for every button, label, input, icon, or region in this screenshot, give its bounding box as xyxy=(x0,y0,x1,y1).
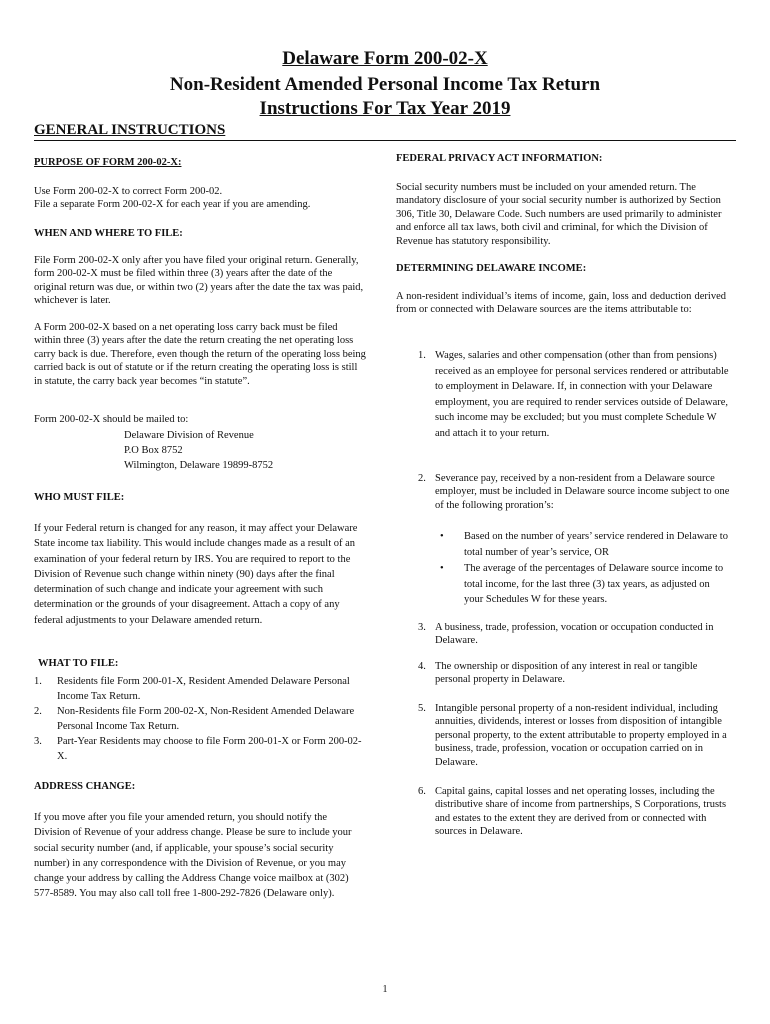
determining-para: A non-resident individual’s items of income, gain, loss and deduction derived from or connected with Delaware sources are the items attributable to: xyxy=(396,291,726,316)
list-text: A business, trade, profession, vocation or occupation conducted in Delaware. xyxy=(435,622,714,647)
list-number: 2. xyxy=(418,473,426,484)
list-item xyxy=(34,674,364,704)
income-item-6 xyxy=(418,785,730,839)
bullet-icon: • xyxy=(440,563,444,574)
purpose-text xyxy=(34,185,364,212)
address-line: P.O Box 8752 xyxy=(124,445,183,456)
list-number: 3. xyxy=(418,622,426,633)
purpose-line: Use Form 200-02-X to correct Form 200-02. xyxy=(34,186,223,197)
what-list xyxy=(34,674,364,764)
heading-divider xyxy=(34,140,736,141)
list-number: 4. xyxy=(418,661,426,672)
address-line: Delaware Division of Revenue xyxy=(124,430,254,441)
income-item-2 xyxy=(418,472,730,512)
income-item-4 xyxy=(418,660,730,687)
bullet-item xyxy=(440,561,730,608)
when-para-2: A Form 200-02-X based on a net operating loss carry back must be filed within three (3) years after the date the return creating the net operating loss carry back is due. Therefore, even though the return of the operating loss being carried back is out of statute or if the return creating the operating loss is still in statute, the carry back year becomes “in statute”. xyxy=(34,322,366,387)
bullet-item xyxy=(440,529,730,560)
address-change-heading: ADDRESS CHANGE: xyxy=(34,781,136,792)
who-para: If your Federal return is changed for any reason, it may affect your Delaware State income tax liability. This would include changes made as a result of an examination of your federal return by IRS. You are required to report to the Division of Revenue such change within ninety (90) days after the final determination of such change and indicate your agreement with such determination or the grounds of your disagreement. Attach a copy of any federal adjustments to your Delaware amended return. xyxy=(34,523,358,626)
page-number: 1 xyxy=(382,984,388,995)
when-para-1: File Form 200-02-X only after you have filed your original return. Generally, form 200-02-X must be filed within three (3) years after the date of the original return was due, or within two (2) years after the date the tax was paid, whichever is later. xyxy=(34,255,364,307)
mail-intro: Form 200-02-X should be mailed to: xyxy=(34,414,189,425)
who-heading: WHO MUST FILE: xyxy=(34,492,125,503)
determining-heading: DETERMINING DELAWARE INCOME: xyxy=(396,263,587,274)
list-number: 3. xyxy=(34,736,42,747)
privacy-para: Social security numbers must be included on your amended return. The mandatory disclosure of your social security number is authorized by Section 306, Title 30, Delaware Code. Such numbers are used primarily to administer and enforce all tax laws, both civil and criminal, for which the Division of Revenue has statutory responsibility. xyxy=(396,182,722,247)
form-subtitle: Non-Resident Amended Personal Income Tax Return xyxy=(169,74,601,95)
general-instructions-heading: GENERAL INSTRUCTIONS xyxy=(34,122,226,138)
income-item-1 xyxy=(418,348,730,442)
list-text: Part-Year Residents may choose to file Form 200-01-X or Form 200-02-X. xyxy=(57,736,362,762)
list-text: Wages, salaries and other compensation (other than from pensions) received as an employee for personal services rendered or attributable to employment in Delaware. If, in connection with your Delaware employment, you are required to render services outside of Delaware, such income may be excluded; but you must complete Schedule W and attach it to your return. xyxy=(435,350,729,439)
list-number: 6. xyxy=(418,786,426,797)
list-number: 5. xyxy=(418,703,426,714)
address-line: Wilmington, Delaware 19899-8752 xyxy=(124,460,274,471)
list-text: The ownership or disposition of any interest in real or tangible personal property in Delaware. xyxy=(435,661,698,686)
bullet-text: Based on the number of years’ service rendered in Delaware to total number of year’s service, OR xyxy=(464,531,728,558)
income-item-3 xyxy=(418,621,730,648)
mailing-address xyxy=(124,428,364,473)
list-number: 1. xyxy=(34,676,42,687)
proration-bullets xyxy=(440,529,730,608)
list-text: Severance pay, received by a non-resident from a Delaware source employer, must be included in Delaware source income subject to one of the following proration’s: xyxy=(435,473,730,511)
list-item xyxy=(34,704,364,734)
what-heading: WHAT TO FILE: xyxy=(38,658,119,669)
list-item xyxy=(34,734,364,764)
list-number: 1. xyxy=(418,350,426,361)
list-text: Intangible personal property of a non-resident individual, including annuities, dividends, interest or losses from disposition of intangible personal property, to the extent attributable to property employed in a business, trade, profession, vocation or occupation carried on in Delaware. xyxy=(435,703,727,768)
bullet-text: The average of the percentages of Delaware source income to total income, for the last three (3) tax years, as adjusted on your Schedules W for these years. xyxy=(464,563,724,605)
when-heading: WHEN AND WHERE TO FILE: xyxy=(34,228,183,239)
address-change-para: If you move after you file your amended return, you should notify the Division of Revenue of your address change. Please be sure to include your social security number (and, if applicable, your spouse’s social security number) in any correspondence with the Division of Revenue, or you may change your address by calling the Address Change voice mailbox at (302) 577-8589. You may also call toll free 1-800-292-7826 (Delaware only). xyxy=(34,812,352,900)
list-text: Residents file Form 200-01-X, Resident Amended Delaware Personal Income Tax Return. xyxy=(57,676,350,702)
form-title: Delaware Form 200-02-X xyxy=(282,48,488,69)
list-text: Capital gains, capital losses and net operating losses, including the distributive share of income from partnerships, S Corporations, trusts and estates to the extent they are derived from or connected with sources in Delaware. xyxy=(435,786,727,838)
purpose-line: File a separate Form 200-02-X for each year if you are amending. xyxy=(34,199,311,211)
list-number: 2. xyxy=(34,706,42,717)
form-tax-year: Instructions For Tax Year 2019 xyxy=(259,98,511,119)
list-text: Non-Residents file Form 200-02-X, Non-Resident Amended Delaware Personal Income Tax Return. xyxy=(57,706,355,732)
bullet-icon: • xyxy=(440,531,444,542)
income-item-5 xyxy=(418,702,730,769)
privacy-heading: FEDERAL PRIVACY ACT INFORMATION: xyxy=(396,153,603,164)
purpose-heading: PURPOSE OF FORM 200-02-X: xyxy=(34,157,182,168)
